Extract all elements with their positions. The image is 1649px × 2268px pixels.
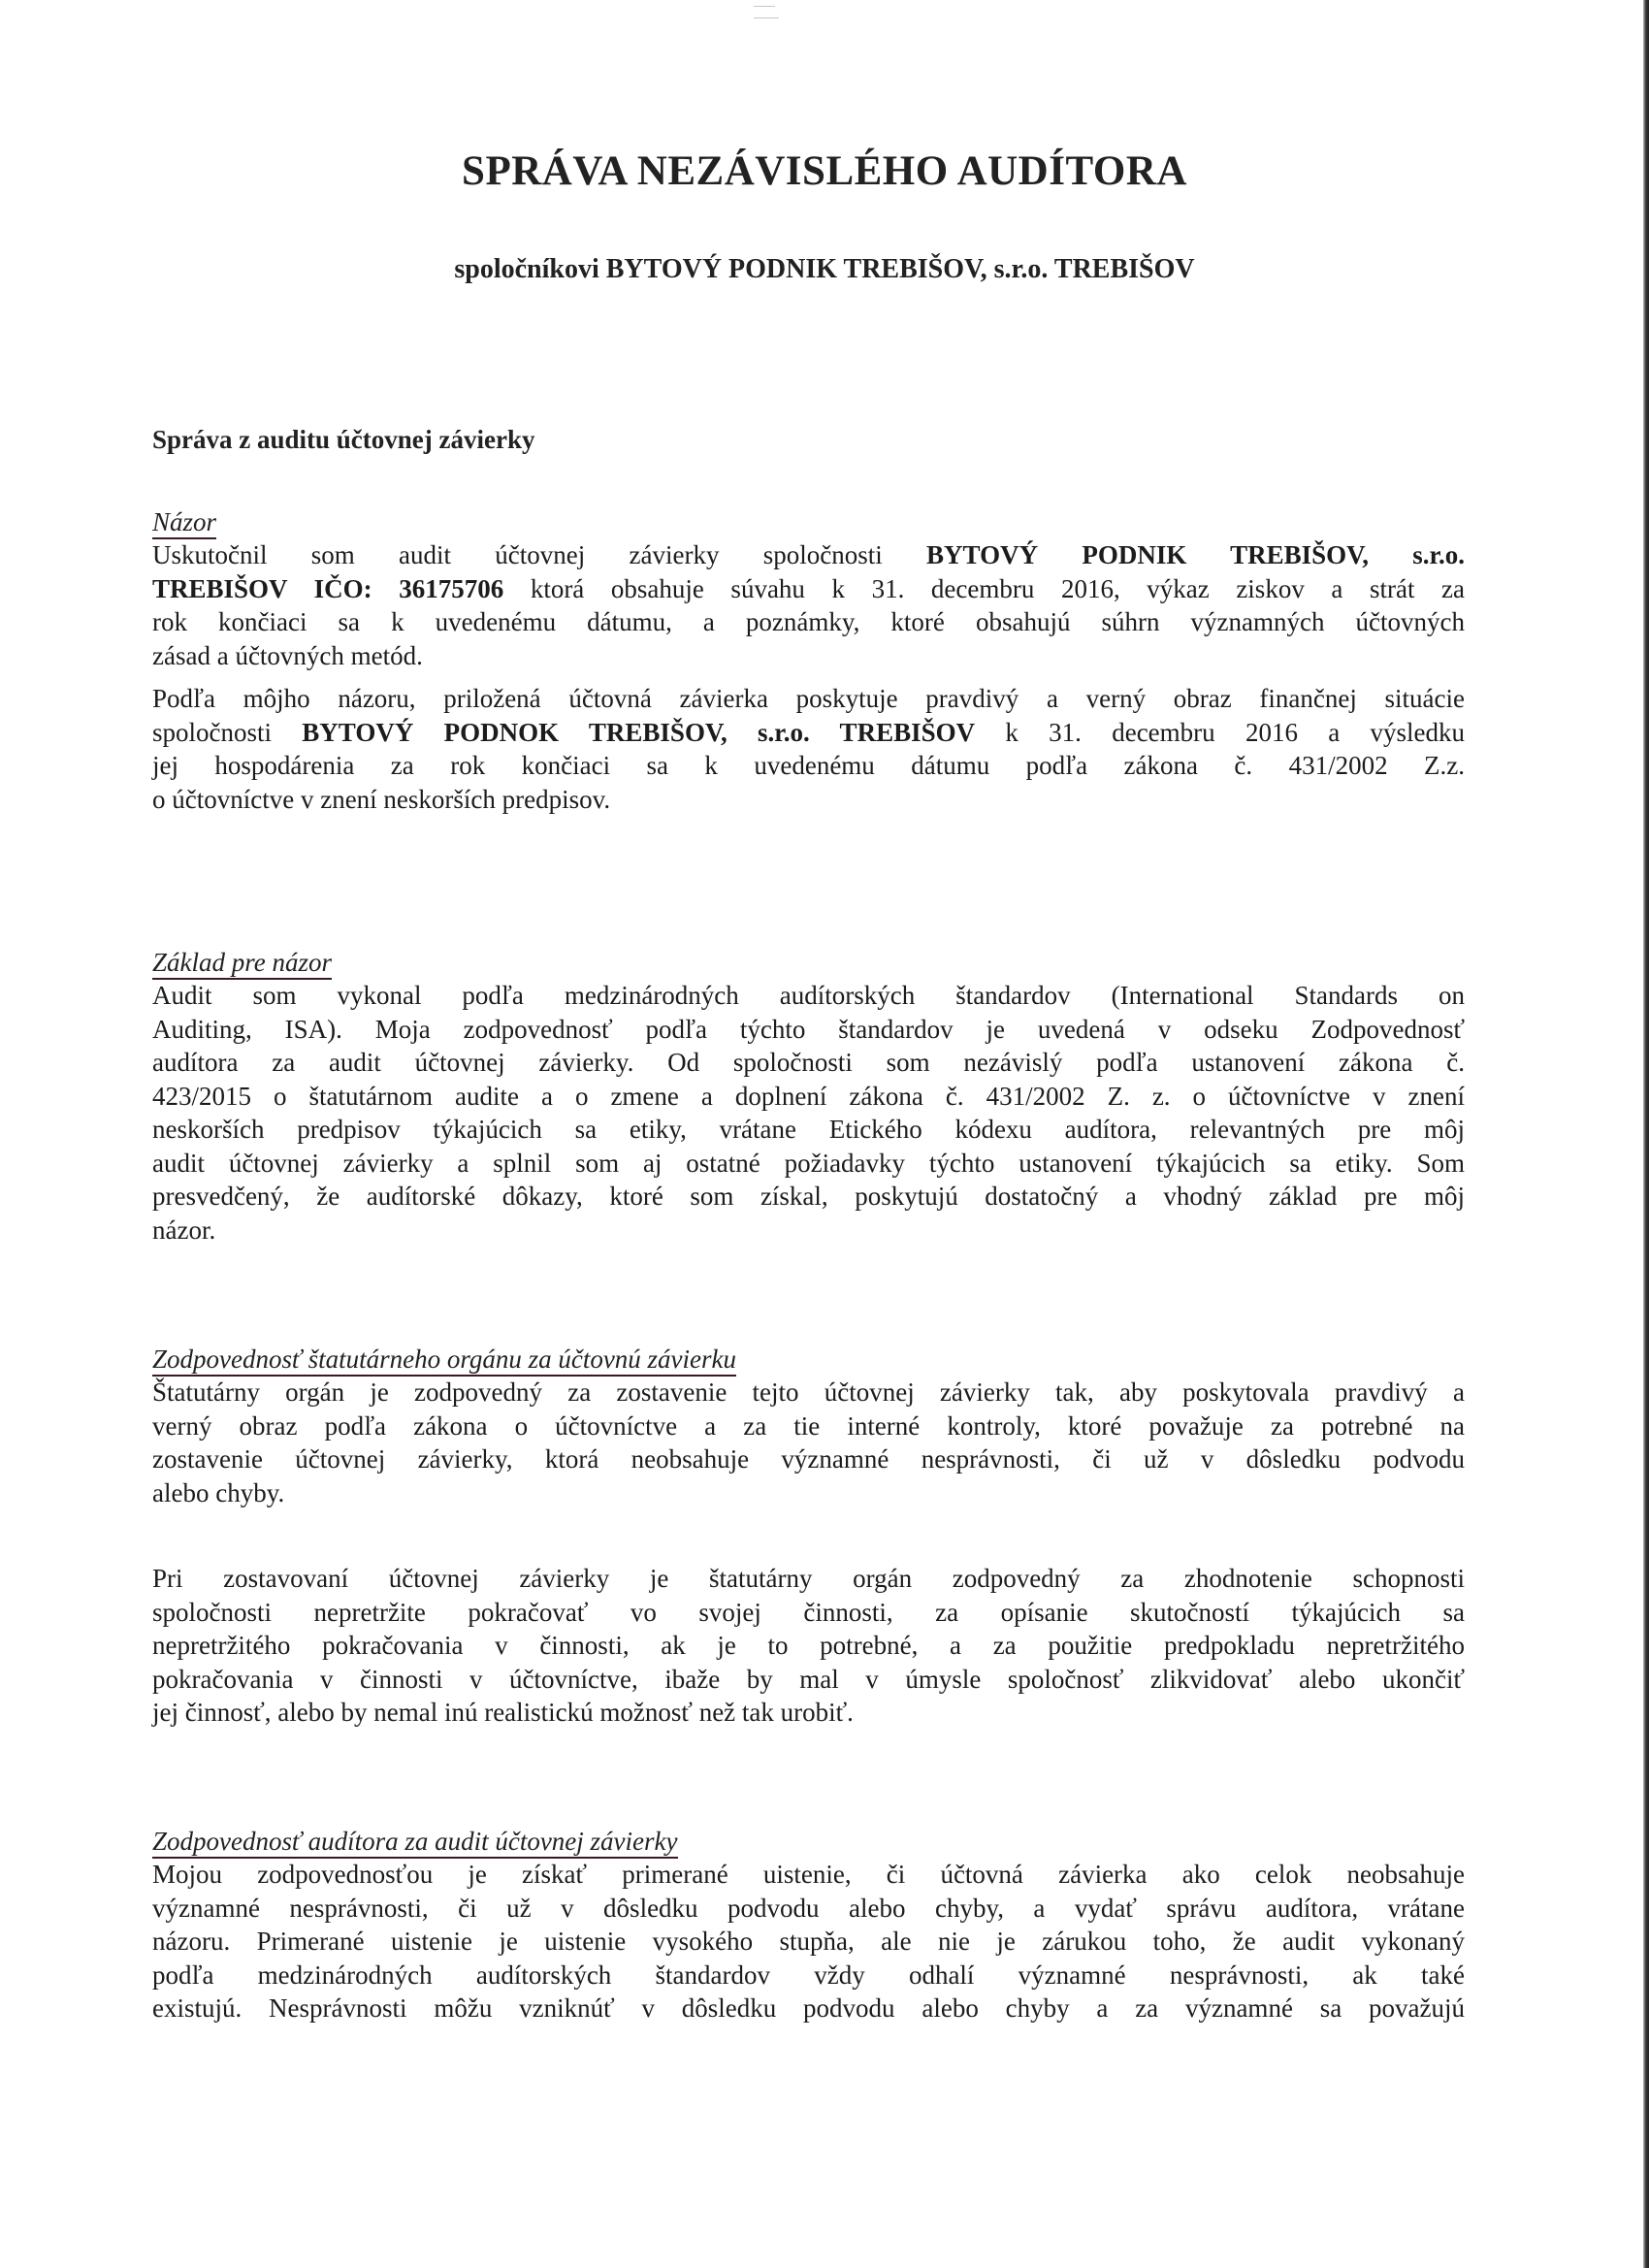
subsection-heading	[152, 1344, 1465, 1377]
text-run: jej činnosť, alebo by nemal inú realistickú možnosť než tak urobiť.	[152, 1698, 854, 1727]
text-run: verný obraz podľa zákona o účtovníctve a za tie interné kontroly, ktoré považuje za potrebné na	[152, 1410, 1465, 1441]
text-line	[152, 682, 1465, 716]
text-run: neskorších predpisov týkajúcich sa etiky, vrátane Etického kódexu audítora, relevantných pre môj	[152, 1115, 1465, 1144]
paragraph	[152, 682, 1465, 816]
text-line	[152, 1113, 1465, 1147]
text-line	[152, 783, 1465, 817]
text-run: audit účtovnej závierky a splnil som aj ostatné požiadavky týchto ustanovení týkajúcich sa etiky. Som	[152, 1148, 1465, 1178]
subsection-heading-text: Zodpovednosť audítora za audit účtovnej závierky	[152, 1826, 678, 1859]
paragraph	[152, 1376, 1465, 1509]
text-run: Podľa môjho názoru, priložená účtovná závierka poskytuje pravdivý a verný obraz finančnej situácie	[152, 684, 1465, 713]
subsection-heading-text: Zodpovednosť štatutárneho orgánu za účtovnú závierku	[152, 1344, 736, 1377]
text-line	[152, 1959, 1465, 1993]
text-run: nepretržitého pokračovania v činnosti, ak je to potrebné, a za použitie predpokladu nepretržitého	[152, 1631, 1465, 1660]
text-run: alebo chyby.	[152, 1477, 285, 1507]
text-run: významné nesprávnosti, či už v dôsledku podvodu alebo chyby, a vydať správu audítora, vrátane	[152, 1893, 1465, 1923]
paragraph	[152, 1858, 1465, 2025]
text-line	[152, 538, 1465, 572]
bold-text: BYTOVÝ PODNIK TREBIŠOV, s.r.o.	[926, 540, 1465, 569]
text-line	[152, 639, 1465, 673]
document-subtitle: spoločníkovi BYTOVÝ PODNIK TREBIŠOV, s.r.o. TREBIŠOV	[454, 254, 1195, 284]
text-run: Štatutárny orgán je zodpovedný za zostavenie tejto účtovnej závierky tak, aby poskytovala pravdivý a	[152, 1377, 1465, 1407]
text-line	[152, 1147, 1465, 1181]
text-line	[152, 1892, 1465, 1926]
text-line	[152, 1596, 1465, 1630]
text-run: názoru. Primerané uistenie je uistenie vysokého stupňa, ale nie je zárukou toho, že audit vykonaný	[152, 1927, 1465, 1956]
text-run: o účtovníctve v znení neskorších predpisov.	[152, 784, 611, 814]
text-line	[152, 1214, 1465, 1247]
text-line	[152, 1629, 1465, 1663]
subsection-heading-text: Základ pre názor	[152, 947, 332, 980]
text-run: ktorá obsahuje súvahu k 31. decembru 2016, výkaz ziskov a strát za	[503, 573, 1465, 603]
text-line	[152, 1476, 1465, 1510]
paragraph	[152, 538, 1465, 672]
text-line	[152, 749, 1465, 783]
text-run: zostavenie účtovnej závierky, ktorá neobsahuje významné nesprávnosti, či už v dôsledku podvodu	[152, 1444, 1465, 1474]
subsection-heading	[152, 947, 1465, 980]
text-run: spoločnosti	[152, 717, 303, 747]
bold-text: TREBIŠOV IČO: 36175706	[152, 573, 504, 603]
paragraph	[152, 979, 1465, 1247]
subsection-heading	[152, 506, 1465, 539]
text-line	[152, 1562, 1465, 1596]
text-run: Uskutočnil som audit účtovnej závierky spoločnosti	[152, 540, 927, 569]
text-run: existujú. Nesprávnosti môžu vzniknúť v dôsledku podvodu alebo chyby a za významné sa považujú	[152, 1993, 1465, 2023]
text-run: zásad a účtovných metód.	[152, 640, 423, 670]
text-run: jej hospodárenia za rok končiaci sa k uvedenému dátumu podľa zákona č. 431/2002 Z.z.	[152, 751, 1465, 780]
text-run: presvedčený, že audítorské dôkazy, ktoré som získal, poskytujú dostatočný a vhodný základ pre môj	[152, 1182, 1465, 1211]
text-line	[152, 1013, 1465, 1047]
text-run: pokračovania v činnosti v účtovníctve, ibaže by mal v úmysle spoločnosť zlikvidovať alebo ukončiť	[152, 1664, 1465, 1694]
text-run: audítora za audit účtovnej závierky. Od spoločnosti som nezávislý podľa ustanovení zákona č.	[152, 1048, 1465, 1077]
text-line	[152, 1696, 1465, 1730]
text-line	[152, 1080, 1465, 1114]
text-run: podľa medzinárodných audítorských štandardov vždy odhalí významné nesprávnosti, ak také	[152, 1960, 1465, 1990]
text-line	[152, 605, 1465, 639]
text-line	[152, 1992, 1465, 2025]
text-run: 423/2015 o štatutárnom audite a o zmene a doplnení zákona č. 431/2002 Z. z. o účtovníctve v znení	[152, 1081, 1465, 1111]
scanner-edge	[1643, 0, 1649, 2268]
scan-artifact	[754, 6, 775, 7]
bold-text: BYTOVÝ PODNOK TREBIŠOV, s.r.o. TREBIŠOV	[302, 717, 976, 747]
document-title: SPRÁVA NEZÁVISLÉHO AUDÍTORA	[462, 148, 1187, 194]
text-run: Audit som vykonal podľa medzinárodných audítorských štandardov (International Standards on	[152, 981, 1465, 1010]
text-run: spoločnosti nepretržite pokračovať vo svojej činnosti, za opísanie skutočností týkajúcich sa	[152, 1597, 1465, 1627]
paragraph	[152, 1562, 1465, 1730]
text-run: Pri zostavovaní účtovnej závierky je štatutárny orgán zodpovedný za zhodnotenie schopnosti	[152, 1564, 1465, 1593]
text-run: názor.	[152, 1215, 216, 1245]
text-run: Auditing, ISA). Moja zodpovednosť podľa týchto štandardov je uvedená v odseku Zodpovednosť	[152, 1014, 1465, 1044]
text-run: rok končiaci sa k uvedenému dátumu, a poznámky, ktoré obsahujú súhrn významných účtovných	[152, 607, 1465, 636]
text-line	[152, 1409, 1465, 1443]
subsection-heading	[152, 1826, 1465, 1859]
subsection-heading-text: Názor	[152, 506, 216, 539]
text-line	[152, 1046, 1465, 1080]
text-line	[152, 1663, 1465, 1697]
text-run: k 31. decembru 2016 a výsledku	[975, 717, 1465, 747]
text-line	[152, 1925, 1465, 1959]
text-line	[152, 716, 1465, 750]
section-title: Správa z auditu účtovnej závierky	[152, 425, 535, 454]
text-line	[152, 1442, 1465, 1476]
text-line	[152, 1376, 1465, 1409]
scan-artifact	[754, 17, 779, 18]
text-run: Mojou zodpovednosťou je získať primerané uistenie, či účtovná závierka ako celok neobsahuje	[152, 1860, 1465, 1889]
text-line	[152, 979, 1465, 1013]
text-line	[152, 572, 1465, 606]
text-line	[152, 1858, 1465, 1892]
text-line	[152, 1180, 1465, 1214]
